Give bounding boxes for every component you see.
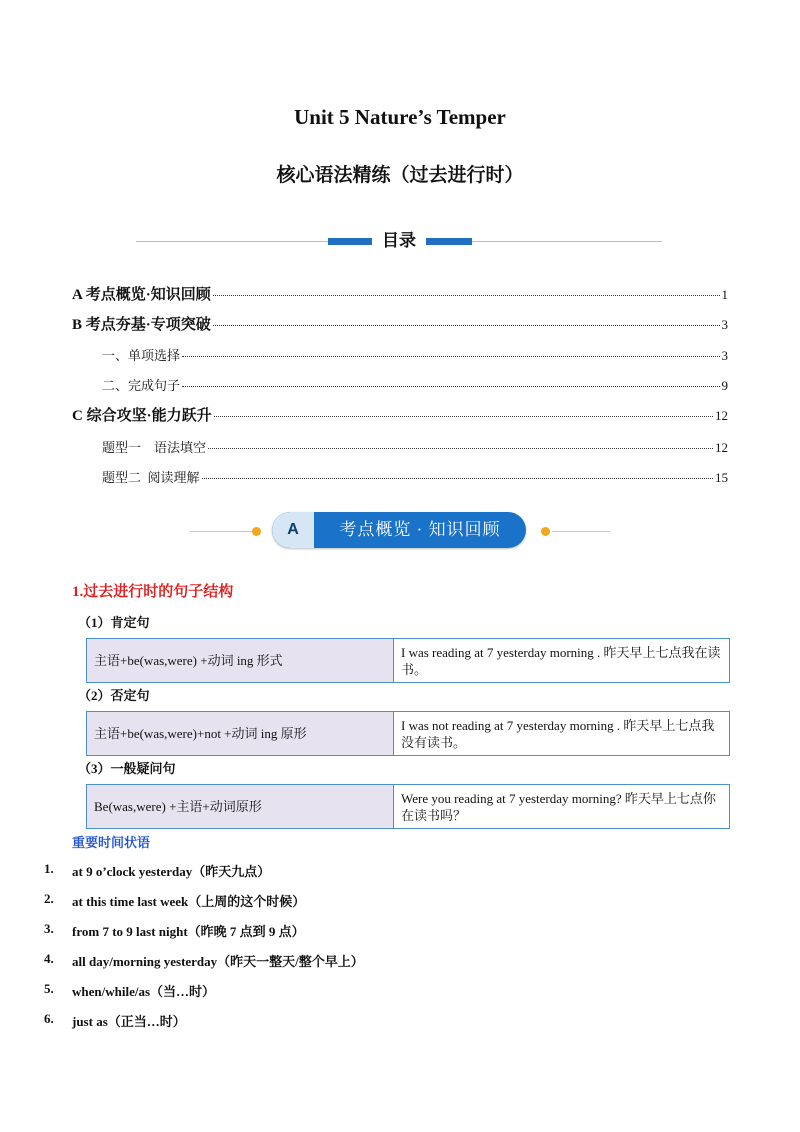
toc-bar-right [426, 238, 472, 245]
toc-entry-page: 12 [715, 408, 728, 423]
list-item [44, 921, 305, 940]
part-label: （1）肯定句 [78, 615, 150, 630]
example-cell: I was reading at 7 yesterday morning . 昨天早上七点我在读书。 [394, 639, 730, 683]
structure-cell: 主语+be(was,were) +动词 ing 形式 [87, 639, 394, 683]
toc-entry-page: 9 [721, 378, 728, 393]
list-item-text: from 7 to 9 last night（昨晚 7 点到 9 点） [72, 924, 305, 939]
banner-dot-right [541, 527, 550, 536]
toc-entry-page: 3 [721, 348, 728, 363]
list-item [44, 861, 270, 880]
toc-leader-dots [208, 448, 713, 449]
toc-entry[interactable] [102, 437, 728, 456]
list-item-text: just as（正当…时） [72, 1014, 186, 1029]
list-item-text: all day/morning yesterday（昨天一整天/整个早上） [72, 954, 364, 969]
toc-leader-dots [202, 478, 713, 479]
list-item [44, 891, 305, 910]
toc-leader-dots [213, 295, 720, 296]
document-subtitle: 核心语法精练（过去进行时） [276, 165, 524, 186]
section-heading: 1.过去进行时的句子结构 [72, 584, 234, 600]
list-item-text: at 9 o’clock yesterday（昨天九点） [72, 864, 271, 879]
list-item-text: when/while/as（当…时） [72, 984, 216, 999]
grammar-table [86, 711, 730, 756]
list-item [44, 951, 364, 970]
list-item-number: 3. [44, 921, 54, 936]
time-adverbial-heading: 重要时间状语 [72, 835, 151, 850]
grammar-table [86, 638, 730, 683]
banner-dot-left [252, 527, 261, 536]
example-cell: I was not reading at 7 yesterday morning . 昨天早上七点我没有读书。 [394, 712, 730, 756]
toc-entry-label: 题型二 阅读理解 [102, 470, 200, 485]
toc-entry-label: 一、单项选择 [102, 348, 181, 363]
list-item-number: 5. [44, 981, 54, 996]
toc-entry[interactable] [72, 404, 728, 425]
toc-leader-dots [214, 416, 713, 417]
banner-pill [272, 512, 526, 548]
list-item-number: 2. [44, 891, 54, 906]
toc-entry-page: 15 [715, 470, 728, 485]
toc-entry-page: 3 [721, 317, 728, 332]
list-item [44, 1011, 186, 1030]
toc-entry-label: B 考点夯基·专项突破 [72, 317, 211, 333]
table-row [87, 639, 730, 683]
example-cell: Were you reading at 7 yesterday morning? 昨天早上七点你在读书吗？ [394, 785, 730, 829]
document-title: Unit 5 Nature’s Temper [294, 105, 506, 129]
list-item-number: 1. [44, 861, 54, 876]
banner-letter: A [287, 521, 299, 538]
part-label: （3）一般疑问句 [78, 761, 176, 776]
toc-entry-label: 题型一 语法填空 [102, 440, 207, 455]
banner-line-left [190, 531, 258, 532]
toc-entry[interactable] [102, 345, 728, 364]
toc-entry-label: 二、完成句子 [102, 378, 181, 393]
toc-heading: 目录 [372, 230, 426, 252]
toc-entry[interactable] [102, 375, 728, 394]
part-label: （2）否定句 [78, 688, 150, 703]
toc-entry-label: A 考点概览·知识回顾 [72, 287, 211, 303]
toc-leader-dots [213, 325, 720, 326]
toc-entry[interactable] [72, 283, 728, 304]
toc-entry[interactable] [102, 467, 728, 486]
grammar-table [86, 784, 730, 829]
toc-entry-label: C 综合攻坚·能力跃升 [72, 408, 212, 424]
structure-cell: Be(was,were) +主语+动词原形 [87, 785, 394, 829]
toc-leader-dots [182, 386, 719, 387]
toc-banner [136, 230, 662, 252]
list-item-number: 4. [44, 951, 54, 966]
toc-entry-page: 12 [715, 440, 728, 455]
list-item-text: at this time last week（上周的这个时候） [72, 894, 306, 909]
toc-leader-dots [182, 356, 719, 357]
table-row [87, 712, 730, 756]
toc-bar-left [328, 238, 372, 245]
section-a-banner [190, 510, 610, 550]
toc-entry[interactable] [72, 313, 728, 334]
structure-cell: 主语+be(was,were)+not +动词 ing 原形 [87, 712, 394, 756]
list-item [44, 981, 215, 1000]
toc-entry-page: 1 [721, 287, 728, 302]
list-item-number: 6. [44, 1011, 54, 1026]
table-row [87, 785, 730, 829]
banner-line-right [552, 531, 610, 532]
banner-text: 考点概览 · 知识回顾 [339, 520, 501, 539]
